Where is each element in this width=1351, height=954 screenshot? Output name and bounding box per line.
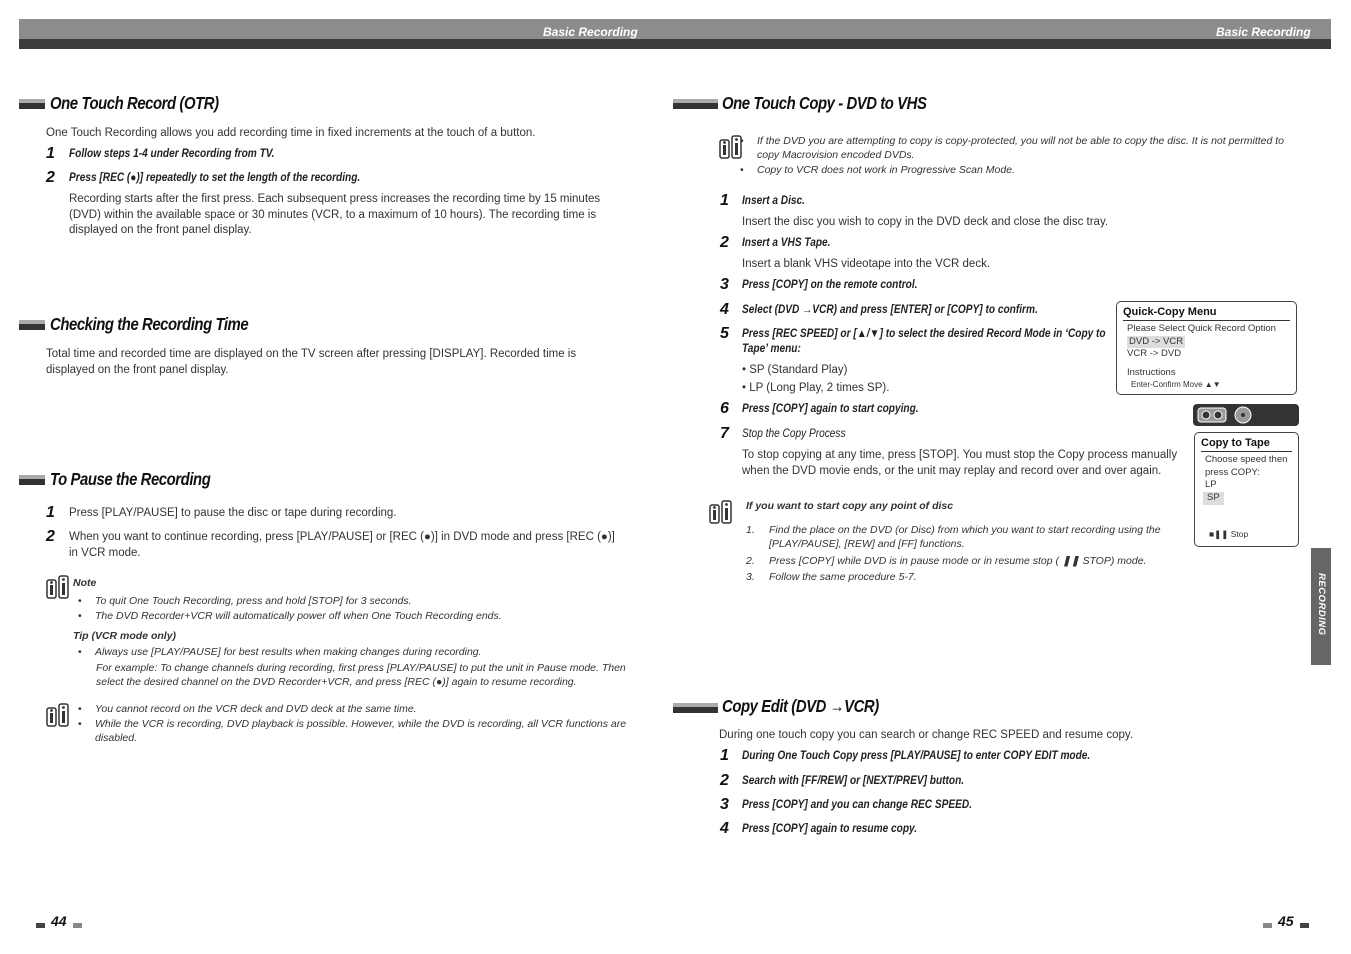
note-item: • To quit One Touch Recording, press and hold [STOP] for 3 seconds. — [73, 594, 628, 608]
copy-step6-text: Press [COPY] again to start copying. — [742, 403, 919, 415]
edit-step2-text: Search with [FF/REW] or [NEXT/PREV] button. — [742, 775, 965, 787]
left-header-label: Basic Recording — [543, 25, 638, 39]
edit-step4-number: 4 — [720, 820, 729, 837]
copy-info-item: • If the DVD you are attempting to copy is copy-protected, you will not be able to copy the disc. It is not permitted to copy Macrovision encoded DVDs. — [735, 134, 1295, 162]
copy-title: One Touch Copy - DVD to VHS — [722, 93, 927, 113]
copy-tip-num: 1. — [746, 524, 755, 536]
copy-tip-item: Follow the same procedure 5-7. — [769, 571, 917, 583]
copy-step5-text-cont: Tape’ menu: — [742, 343, 801, 355]
copy-step5-option: • LP (Long Play, 2 times SP). — [742, 382, 890, 394]
checking-title: Checking the Recording Time — [50, 314, 249, 334]
tip-list — [73, 645, 628, 659]
vcr-dvd-mode-icon — [1193, 404, 1299, 426]
note-label: Note — [73, 577, 97, 589]
edit-step4-text: Press [COPY] again to resume copy. — [742, 823, 918, 835]
copy-to-tape-title: Copy to Tape — [1201, 436, 1292, 452]
copy-tip-num: 3. — [746, 571, 755, 583]
copy-step2-desc: Insert a blank VHS videotape into the VCR deck. — [742, 258, 991, 270]
disc-icon — [1233, 406, 1253, 424]
otr-title: One Touch Record (OTR) — [50, 93, 219, 113]
info-list — [73, 702, 628, 746]
copy-step5-number: 5 — [720, 325, 729, 342]
quick-copy-menu-screen — [1116, 301, 1297, 395]
note-info-icon — [46, 574, 70, 600]
copy-tip-item: Press [COPY] while DVD is in pause mode or in resume stop ( ❚❚ STOP) mode. — [769, 555, 1147, 567]
quick-copy-instruction-line: Enter-Confirm Move ▲▼ — [1131, 380, 1221, 390]
copy-tip-title: If you want to start copy any point of disc — [746, 500, 954, 512]
copy-to-tape-option-selected: SP — [1203, 492, 1224, 505]
info-icon — [46, 702, 70, 728]
otr-step2-text: Press [REC (●)] repeatedly to set the length of the recording. — [69, 172, 361, 184]
edit-title-bar — [673, 703, 718, 713]
copy-step5-text: Press [REC SPEED] or [▲/▼] to select the desired Record Mode in ‘Copy to — [742, 328, 1106, 340]
edit-step1-number: 1 — [720, 747, 729, 764]
copy-step1-text: Insert a Disc. — [742, 195, 806, 207]
tip-label: Tip (VCR mode only) — [73, 630, 177, 642]
copy-to-tape-line: Choose speed then — [1205, 453, 1288, 465]
otr-intro: One Touch Recording allows you add recording time in fixed increments at the touch of a button. — [46, 127, 536, 139]
edit-step3-number: 3 — [720, 796, 729, 813]
quick-copy-instructions: Instructions — [1127, 367, 1176, 379]
edit-step2-number: 2 — [720, 772, 729, 789]
pause-step1-text: Press [PLAY/PAUSE] to pause the disc or tape during recording. — [69, 507, 397, 519]
copy-step5-option: • SP (Standard Play) — [742, 364, 848, 376]
edit-step3-text: Press [COPY] and you can change REC SPEED. — [742, 799, 973, 811]
otr-title-bar — [19, 99, 45, 109]
info-item: • While the VCR is recording, DVD playback is possible. However, while the DVD is recording, all VCR functions are disabled. — [73, 717, 628, 745]
copy-step1-number: 1 — [720, 192, 729, 209]
copy-to-tape-footer: ■❚❚ Stop — [1209, 528, 1249, 539]
pause-step2-text: When you want to continue recording, press [PLAY/PAUSE] or [REC (●)] in DVD mode and press [REC (●)] in VCR mode. — [69, 531, 615, 559]
checking-text: Total time and recorded time are displayed on the TV screen after pressing [DISPLAY]. Recorded time is displayed on the front panel display. — [46, 348, 577, 376]
tape-icon — [1197, 406, 1227, 424]
right-header-bar — [671, 19, 1331, 49]
copy-step1-desc: Insert the disc you wish to copy in the DVD deck and close the disc tray. — [742, 216, 1109, 228]
copy-step6-number: 6 — [720, 400, 729, 417]
otr-step2-number: 2 — [46, 169, 55, 186]
pause-title: To Pause the Recording — [50, 469, 211, 489]
edit-intro: During one touch copy you can search or change REC SPEED and resume copy. — [719, 729, 1134, 741]
page-number-marker — [1300, 923, 1309, 928]
quick-copy-option-selected: DVD -> VCR — [1129, 335, 1184, 347]
copy-step7-desc: To stop copying at any time, press [STOP]. You must stop the Copy process manually when the DVD movie ends, or the unit may replay and record over and over again. — [742, 449, 1178, 477]
copy-step3-text: Press [COPY] on the remote control. — [742, 279, 918, 291]
otr-step1-number: 1 — [46, 145, 55, 162]
pause-step2-number: 2 — [46, 528, 55, 545]
edit-step1-text: During One Touch Copy press [PLAY/PAUSE] to enter COPY EDIT mode. — [742, 750, 1091, 762]
edit-title: Copy Edit (DVD →VCR) — [722, 696, 879, 716]
quick-copy-option: VCR -> DVD — [1127, 348, 1182, 360]
copy-step2-number: 2 — [720, 234, 729, 251]
page-number-marker — [36, 923, 45, 928]
copy-tip-item: Find the place on the DVD (or Disc) from which you want to start recording using the [PLAY/PAUSE], [REW] and [FF] functions. — [769, 524, 1161, 551]
pause-step1-number: 1 — [46, 504, 55, 521]
quick-copy-menu-prompt: Please Select Quick Record Option — [1127, 322, 1276, 334]
copy-info-item: • Copy to VCR does not work in Progressive Scan Mode. — [735, 163, 1295, 177]
otr-step1-text: Follow steps 1-4 under Recording from TV. — [69, 148, 275, 160]
copy-title-bar — [673, 99, 718, 109]
copy-to-tape-screen — [1194, 432, 1299, 547]
page-number-marker — [1263, 923, 1272, 928]
checking-title-bar — [19, 320, 45, 330]
side-tab-label: RECORDING — [1315, 573, 1327, 636]
otr-description: Recording starts after the first press. Each subsequent press increases the recording time by 15 minutes (DVD) within the available space or 30 minutes (VCR, to a maximum of 10 hours). The recording time is displayed on the front panel display. — [69, 193, 601, 237]
tip-example: For example: To change channels during recording, first press [PLAY/PAUSE] to put the unit in Pause mode. Then select the desired channel on the DVD Recorder+VCR, and press [REC (●)] again to resume recording. — [96, 662, 626, 689]
copy-step7-text: Stop the Copy Process — [742, 428, 846, 440]
copy-info-list — [735, 134, 1295, 178]
info-item: • You cannot record on the VCR deck and DVD deck at the same time. — [73, 702, 628, 716]
quick-copy-menu-title: Quick-Copy Menu — [1123, 305, 1290, 321]
left-header-bar — [19, 19, 671, 49]
copy-to-tape-line: press COPY: — [1205, 466, 1260, 478]
copy-step4-text: Select (DVD →VCR) and press [ENTER] or [COPY] to confirm. — [742, 304, 1038, 316]
pause-title-bar — [19, 475, 45, 485]
copy-step7-number: 7 — [720, 425, 729, 442]
copy-tip-num: 2. — [746, 555, 755, 567]
copy-to-tape-option: LP — [1205, 479, 1217, 491]
copy-step2-text: Insert a VHS Tape. — [742, 237, 831, 249]
right-header-label: Basic Recording — [1216, 25, 1311, 39]
copy-tip-info-icon — [709, 499, 733, 525]
copy-step4-number: 4 — [720, 301, 729, 318]
page-number-right: 45 — [1278, 913, 1294, 929]
note-item: • The DVD Recorder+VCR will automatically power off when One Touch Recording ends. — [73, 609, 628, 623]
recording-side-tab — [1311, 548, 1331, 665]
copy-step3-number: 3 — [720, 276, 729, 293]
page-number-left: 44 — [51, 913, 67, 929]
page-number-marker — [73, 923, 82, 928]
tip-item: • Always use [PLAY/PAUSE] for best results when making changes during recording. — [73, 645, 628, 659]
note-list — [73, 594, 628, 623]
